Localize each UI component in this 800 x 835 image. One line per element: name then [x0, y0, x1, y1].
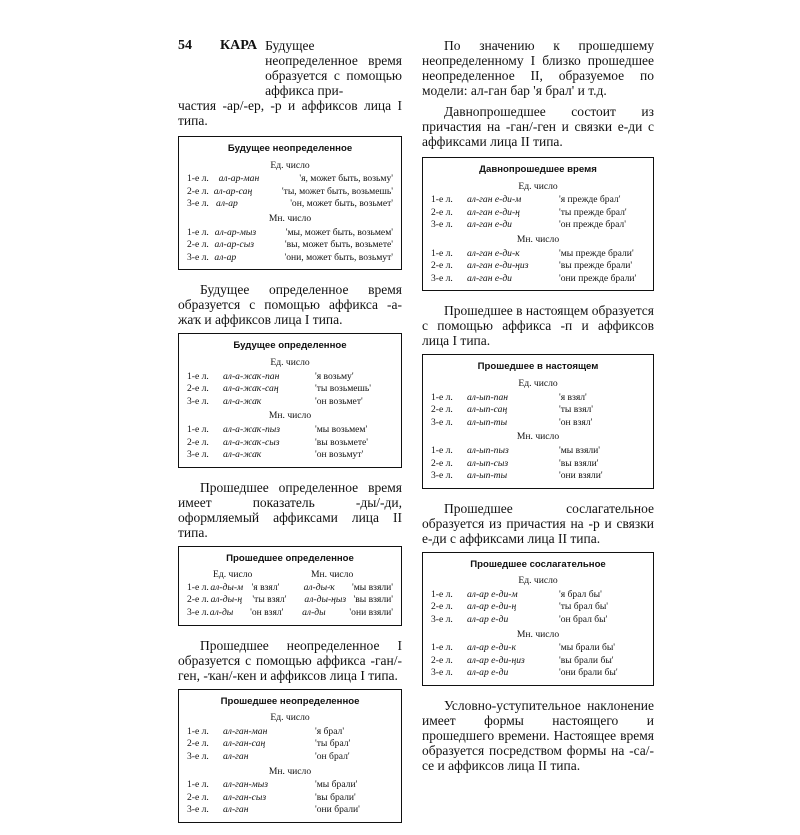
person-cell: 2-е л. [187, 239, 209, 251]
form-cell: ал-ган е-ди-м [467, 194, 522, 206]
plural-gloss-cell: 'они взяли' [349, 607, 393, 619]
form-cell: ал-ып-ты [467, 470, 508, 482]
singular-gloss-cell: 'он взял' [250, 607, 284, 619]
singular-rows [431, 589, 645, 627]
table-row [431, 248, 645, 261]
person-cell: 1-е л. [431, 391, 453, 403]
singular-form-cell: ал-ды-ӊ [210, 594, 243, 606]
form-cell: ал-ган е-ди [467, 272, 512, 284]
gloss-cell: 'они взяли' [559, 470, 603, 482]
person-cell: 3-е л. [431, 219, 453, 231]
person-cell: 1-е л. [187, 581, 209, 593]
person-cell: 3-е л. [431, 667, 453, 679]
person-cell: 3-е л. [187, 449, 209, 461]
singular-gloss-cell: 'ты взял' [252, 594, 287, 606]
person-cell: 1-е л. [187, 779, 209, 791]
gloss-cell: 'вы брали' [315, 791, 356, 803]
gloss-cell: 'ты брал бы' [559, 601, 609, 613]
singular-rows [187, 371, 393, 409]
paragraph-past-definite: Прошедшее определенное время имеет показатель -ды/-ди, оформляемый аффиксами лица II типа. [178, 479, 402, 540]
table-row [187, 582, 393, 595]
running-title: КАРА [220, 38, 258, 53]
person-cell: 2-е л. [431, 260, 453, 272]
plural-form-cell: ал-ды-ӊыз [304, 594, 347, 606]
table-row [431, 207, 645, 220]
person-cell: 3-е л. [431, 614, 453, 626]
table-row [187, 186, 393, 199]
form-cell: ал-ган е-ди-ӊиз [467, 260, 529, 272]
table-row [187, 792, 393, 805]
gloss-cell: 'ты брал' [315, 738, 351, 750]
gloss-cell: 'он возьмет' [315, 395, 363, 407]
table-row [431, 458, 645, 471]
gloss-cell: 'ты возьмешь' [315, 383, 372, 395]
person-cell: 3-е л. [187, 198, 209, 210]
table-pluperfect [422, 157, 654, 291]
person-cell: 2-е л. [431, 404, 453, 416]
person-cell: 3-е л. [187, 251, 209, 263]
gloss-cell: 'мы брали бы' [559, 642, 616, 654]
table-row [431, 273, 645, 286]
gloss-cell: 'мы, может быть, возьмем' [285, 226, 393, 238]
table-row [431, 392, 645, 405]
plural-rows [431, 248, 645, 286]
singular-label: Ед. число [518, 575, 558, 587]
gloss-cell: 'вы брали бы' [559, 654, 614, 666]
table-row [187, 607, 393, 620]
singular-gloss-cell: 'я взял' [251, 581, 280, 593]
person-cell: 2-е л. [431, 654, 453, 666]
form-cell: ал-ып-сыз [467, 457, 509, 469]
table-row [187, 751, 393, 764]
plural-rows [431, 642, 645, 680]
page-number: 54 [178, 38, 192, 53]
table-row [431, 642, 645, 655]
plural-rows [431, 445, 645, 483]
plural-gloss-cell: 'мы взяли' [351, 581, 394, 593]
table-title: Давнопрошедшее время [479, 164, 597, 175]
table-row [431, 589, 645, 602]
table-past-subjunctive [422, 552, 654, 686]
singular-label: Ед. число [518, 377, 558, 389]
form-cell: ал-ар е-ди [467, 614, 509, 626]
table-future-indefinite [178, 136, 402, 270]
paragraph-future-definite: Будущее определенное время образуется с помощью аффикса -а-жаҡ и аффиксов лица I типа. [178, 282, 402, 328]
form-cell: ал-ар [216, 198, 238, 210]
gloss-cell: 'мы взяли' [559, 444, 601, 456]
table-row [431, 470, 645, 483]
person-cell: 2-е л. [187, 791, 209, 803]
form-cell: ал-ар [214, 251, 237, 263]
table-row [187, 239, 393, 252]
gloss-cell: 'они, может быть, возьмут' [284, 251, 393, 263]
table-title: Будущее определенное [233, 340, 347, 352]
gloss-cell: 'мы брали' [315, 779, 358, 791]
table-row [187, 396, 393, 409]
intro-text-continued: частия -ар/-ер, -р и аффиксов лица I типа. [178, 98, 402, 128]
table-row [431, 404, 645, 417]
gloss-cell: 'вы прежде брали' [559, 260, 633, 272]
gloss-cell: 'вы взяли' [559, 457, 599, 469]
page-header [178, 38, 402, 98]
table-title: Прошедшее сослагательное [470, 558, 606, 570]
form-cell: ал-ар е-ди-ӊиз [467, 654, 525, 666]
form-cell: ал-а-жаҡ-сыз [223, 436, 280, 448]
gloss-cell: 'он возьмут' [315, 449, 364, 461]
person-cell: 1-е л. [431, 247, 453, 259]
person-cell: 1-е л. [187, 423, 209, 435]
table-title: Будущее неопределенное [227, 143, 353, 154]
gloss-cell: 'я брал' [315, 725, 345, 737]
number-header [187, 569, 393, 582]
form-cell: ал-ган е-ди [467, 219, 512, 231]
table-future-definite [178, 333, 402, 467]
form-cell: ал-ган-сыз [223, 791, 267, 803]
person-cell: 1-е л. [431, 588, 453, 600]
singular-label: Ед. число [518, 180, 558, 192]
person-cell: 2-е л. [187, 383, 209, 395]
table-title: Прошедшее определенное [226, 552, 354, 564]
table-row [431, 667, 645, 680]
gloss-cell: 'мы возьмем' [315, 423, 368, 435]
paragraph-pluperfect: Давнопрошедшее состоит из причастия на -ган/-ген и связки е-ди с аффиксами лица II типа. [422, 104, 654, 149]
singular-form-cell: ал-ды [209, 607, 234, 619]
intro-text: Будущее неопределенное время образуется с помощью аффикса при- [265, 38, 402, 98]
paragraph-conditional: Условно-уступительное наклонение имеет формы настоящего и прошедшего времени. Настоящее время образуется посредством формы на -са/-се и аффиксов лица II типа. [422, 698, 654, 774]
person-cell: 1-е л. [187, 173, 209, 185]
singular-rows [187, 173, 393, 211]
table-row [187, 779, 393, 792]
gloss-cell: 'мы прежде брали' [559, 247, 634, 259]
person-cell: 1-е л. [431, 642, 453, 654]
plural-label: Мн. число [516, 431, 560, 443]
paragraph-past-in-present: Прошедшее в настоящем образуется с помощью аффикса -п и аффиксов лица I типа. [422, 303, 655, 349]
person-cell: 1-е л. [187, 725, 209, 737]
form-cell: ал-ып-ты [467, 416, 508, 428]
gloss-cell: 'я брал бы' [559, 588, 602, 600]
form-cell: ал-а-жаҡ [223, 395, 262, 407]
gloss-cell: 'вы, может быть, возьмете' [284, 239, 393, 251]
table-title: Прошедшее в настоящем [477, 361, 599, 373]
table-row [187, 424, 393, 437]
plural-form-cell: ал-ды-ҡ [303, 581, 336, 593]
gloss-cell: 'я взял' [559, 391, 587, 403]
table-row [431, 614, 645, 627]
plural-label: Мн. число [311, 569, 354, 581]
gloss-cell: 'он брал' [315, 751, 350, 763]
singular-rows [431, 194, 645, 232]
singular-form-cell: ал-ды-м [210, 581, 244, 593]
plural-rows [187, 779, 393, 817]
person-cell: 3-е л. [187, 751, 209, 763]
form-cell: ал-ган е-ди-ӊ [467, 206, 520, 218]
singular-label: Ед. число [270, 159, 310, 171]
gloss-cell: 'ты, может быть, возьмешь' [281, 185, 393, 197]
person-cell: 3-е л. [431, 470, 453, 482]
table-row [187, 449, 393, 462]
person-cell: 3-е л. [431, 416, 453, 428]
gloss-cell: 'я, может быть, возьму' [299, 173, 393, 185]
form-cell: ал-ып-пан [467, 391, 509, 403]
table-row [187, 726, 393, 739]
person-cell: 3-е л. [187, 395, 209, 407]
table-rows [187, 582, 393, 620]
gloss-cell: 'они брали' [315, 804, 360, 816]
form-cell: ал-ган-мыз [223, 779, 269, 791]
person-cell: 2-е л. [431, 601, 453, 613]
person-cell: 2-е л. [431, 206, 453, 218]
singular-label: Ед. число [213, 569, 253, 581]
form-cell: ал-ган [223, 804, 249, 816]
gloss-cell: 'они прежде брали' [559, 272, 637, 284]
gloss-cell: 'я возьму' [315, 370, 354, 382]
form-cell: ал-ар е-ди-ӊ [467, 601, 517, 613]
table-row [431, 445, 645, 458]
gloss-cell: 'я прежде брал' [559, 194, 621, 206]
paragraph-past-indefinite-2: По значению к прошедшему неопределенному I близко прошедшее неопределенное II, образуемое по модели: ал-ган бар 'я брал' и т.д. [422, 38, 654, 98]
gloss-cell: 'он прежде брал' [559, 219, 626, 231]
person-cell: 1-е л. [187, 226, 209, 238]
gloss-cell: 'ты взял' [559, 404, 594, 416]
table-past-in-present [422, 354, 654, 488]
table-row [187, 383, 393, 396]
person-cell: 1-е л. [431, 444, 453, 456]
singular-label: Ед. число [270, 356, 310, 368]
person-cell: 2-е л. [187, 594, 209, 606]
form-cell: ал-ар-ман [218, 173, 260, 185]
form-cell: ал-ып-пыз [467, 444, 509, 456]
singular-rows [431, 392, 645, 430]
gloss-cell: 'они брали бы' [559, 667, 618, 679]
gloss-cell: 'ты прежде брал' [559, 206, 627, 218]
plural-gloss-cell: 'вы взяли' [353, 594, 393, 606]
form-cell: ал-ган [223, 751, 249, 763]
person-cell: 3-е л. [431, 272, 453, 284]
table-row [187, 371, 393, 384]
plural-label: Мн. число [268, 212, 312, 224]
table-row [431, 417, 645, 430]
form-cell: ал-а-жаҡ-саң [223, 383, 279, 395]
plural-label: Мн. число [516, 628, 560, 640]
gloss-cell: 'он, может быть, возьмет' [290, 198, 393, 210]
form-cell: ал-ган е-ди-к [467, 247, 520, 259]
plural-rows [187, 227, 393, 265]
form-cell: ал-ган-ман [223, 725, 268, 737]
person-cell: 2-е л. [187, 436, 209, 448]
table-row [187, 804, 393, 817]
form-cell: ал-а-жаҡ-пыз [223, 423, 281, 435]
form-cell: ал-ар е-ди-м [467, 588, 518, 600]
person-cell: 1-е л. [431, 194, 453, 206]
table-row [187, 252, 393, 265]
person-cell: 3-е л. [187, 804, 209, 816]
form-cell: ал-а-жаҡ-пан [223, 370, 280, 382]
gloss-cell: 'он брал бы' [559, 614, 608, 626]
table-row [431, 655, 645, 668]
table-row [187, 594, 393, 607]
plural-rows [187, 424, 393, 462]
table-past-indefinite [178, 689, 402, 823]
person-cell: 2-е л. [187, 185, 209, 197]
table-row [431, 219, 645, 232]
person-cell: 1-е л. [187, 370, 209, 382]
table-row [187, 173, 393, 186]
singular-label: Ед. число [270, 712, 310, 724]
form-cell: ал-ар-мыз [214, 226, 257, 238]
left-column [178, 38, 402, 835]
table-title: Прошедшее неопределенное [220, 695, 360, 707]
form-cell: ал-ар-саң [213, 185, 253, 197]
table-row [187, 227, 393, 240]
table-row [187, 738, 393, 751]
singular-rows [187, 726, 393, 764]
form-cell: ал-ып-саң [467, 404, 508, 416]
table-row [431, 601, 645, 614]
plural-label: Мн. число [268, 410, 312, 422]
right-column [422, 38, 654, 779]
plural-form-cell: ал-ды [302, 607, 326, 619]
form-cell: ал-ар е-ди [467, 667, 509, 679]
paragraph-past-subjunctive: Прошедшее сослагательное образуется из причастия на -р и связки е-ди с аффиксами лица II типа. [422, 500, 654, 546]
table-past-definite [178, 546, 402, 626]
person-cell: 3-е л. [187, 607, 209, 619]
gloss-cell: 'он взял' [559, 416, 593, 428]
plural-label: Мн. число [516, 233, 560, 245]
table-row [431, 260, 645, 273]
form-cell: ал-ар е-ди-к [467, 642, 516, 654]
paragraph-past-indefinite: Прошедшее неопределенное I образуется с помощью аффикса -ган/-ген, -ҡан/-кен и аффиксов лица I типа. [178, 637, 402, 683]
table-row [431, 194, 645, 207]
form-cell: ал-ар-сыз [214, 239, 254, 251]
gloss-cell: 'вы возьмете' [315, 436, 369, 448]
person-cell: 2-е л. [187, 738, 209, 750]
form-cell: ал-а-жаҡ [223, 449, 262, 461]
table-row [187, 437, 393, 450]
person-cell: 2-е л. [431, 457, 453, 469]
plural-label: Мн. число [268, 765, 312, 777]
form-cell: ал-ган-саң [223, 738, 266, 750]
table-row [187, 198, 393, 211]
